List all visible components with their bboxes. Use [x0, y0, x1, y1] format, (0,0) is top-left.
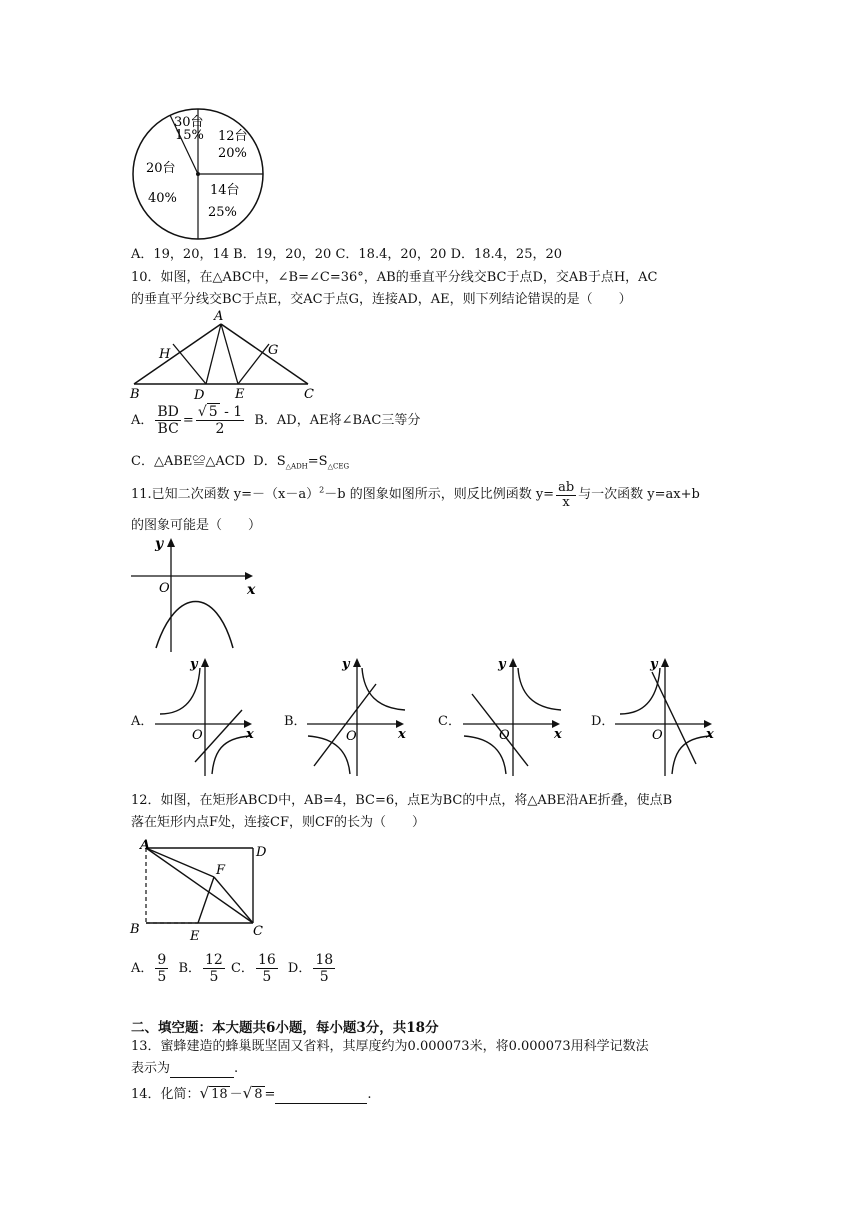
numerator-tail: - 1 — [219, 404, 243, 420]
q10-text-line1: 10．如图，在△ABC中，∠B=∠C=36°，AB的垂直平分线交BC于点D，交AB于点H，AC — [131, 270, 658, 285]
fraction-bd-bc — [155, 404, 181, 437]
pie-chart — [128, 108, 268, 248]
q11-option-d-letter: D． — [591, 714, 615, 729]
q9-options: A．19，20，14 B．19，20，20 C．18.4，20，20 D．18.4，25，20 — [131, 247, 563, 262]
q10-option-d: D．$S_{\triangle ADH}=S_{\triangle CEG}$ — [253, 454, 350, 471]
pie-pct-14: 25% — [208, 205, 237, 220]
q11-option-d-graph — [610, 654, 720, 779]
label-B: B — [130, 387, 140, 402]
label-G: G — [268, 343, 279, 358]
pie-label-20: 20台 — [146, 161, 176, 176]
q11-text-line1: 11.已知二次函数 $y=-(x-a)^2-b$ 的图象如图所示，则反比例函数 y= $\frac{ab}{x}$ 与一次函数 y=ax+b — [131, 480, 700, 510]
svg-text:E: E — [190, 929, 200, 944]
q10-option-a-b — [131, 404, 420, 437]
q12-text-line1: 12．如图，在矩形ABCD中，AB=4，BC=6，点E为BC的中点，将△ABE沿AE折叠，使点B — [131, 793, 673, 808]
q11-option-b-letter: B． — [284, 714, 307, 729]
q13-answer-blank[interactable] — [170, 1063, 234, 1078]
q10-option-a-letter: A． — [131, 413, 154, 428]
q13-text-line2: 表示为 . — [131, 1061, 239, 1076]
pie-pct-12: 20% — [218, 146, 247, 161]
pie-label-14: 14台 — [210, 183, 240, 198]
svg-text:y: y — [190, 657, 198, 672]
radicand: 5 — [208, 404, 218, 420]
svg-text:O: O — [346, 729, 357, 744]
fraction-den: 2 — [215, 421, 225, 437]
pie-label-30: 30台 — [174, 115, 204, 130]
label-D: D — [194, 388, 205, 403]
svg-text:y: y — [498, 657, 506, 672]
q12-text-line2: 落在矩形内点F处，连接CF，则CF的长为（ ） — [131, 815, 425, 830]
q14-text: 14．化简：√ 18 －√ 8 = . — [131, 1084, 372, 1102]
svg-text:O: O — [652, 728, 663, 743]
svg-text:D: D — [256, 845, 267, 860]
q10-text-line2: 的垂直平分线交BC于点E，交AC于点G，连接AD，AE，则下列结论错误的是（ ） — [131, 292, 632, 307]
q11-option-b-graph — [302, 654, 412, 779]
svg-text:O: O — [499, 728, 510, 743]
svg-text:x: x — [554, 727, 562, 742]
sqrt-icon: √ — [199, 1084, 210, 1102]
q11-option-c-graph — [458, 654, 568, 779]
q11-text-line2: 的图象可能是（ ） — [131, 518, 262, 533]
svg-text:y: y — [342, 657, 350, 672]
svg-text:B: B — [130, 922, 140, 937]
q10-option-b: B．AD，AE将∠BAC三等分 — [254, 413, 421, 428]
pie-pct-30: 15% — [175, 128, 204, 143]
svg-text:y: y — [650, 657, 658, 672]
pie-pct-20: 40% — [148, 191, 177, 206]
svg-text:y: y — [155, 536, 164, 552]
fraction-num: BD — [157, 404, 179, 420]
q11-option-a-letter: A． — [131, 714, 154, 729]
sqrt-icon: √ — [197, 404, 207, 420]
sqrt-icon: √ — [242, 1084, 253, 1102]
svg-text:x: x — [398, 727, 406, 742]
section-title: 二、填空题：本大题共6小题，每小题3分，共18分 — [131, 1020, 439, 1036]
q11-option-c-letter: C． — [438, 714, 461, 729]
svg-text:C: C — [253, 924, 263, 939]
svg-text:A: A — [140, 838, 151, 853]
q13-text-line1: 13．蜜蜂建造的蜂巢既坚固又省料，其厚度约为0.000073米，将0.000073用科学记数法 — [131, 1039, 649, 1054]
q10-triangle-figure — [128, 308, 328, 403]
svg-text:F: F — [216, 863, 226, 878]
svg-text:x: x — [247, 582, 256, 598]
q14-answer-blank[interactable] — [275, 1089, 367, 1104]
label-H: H — [159, 347, 171, 362]
svg-text:O: O — [159, 581, 170, 596]
label-A: A — [214, 309, 224, 324]
svg-text:x: x — [246, 727, 254, 742]
q11-option-a-graph — [150, 654, 260, 779]
q12-options: A． $\frac{9}{5}$ B． $\frac{12}{5}$ C． $\frac{16}{5}$ D． $\frac{18}{5}$ — [131, 952, 334, 985]
label-E: E — [235, 387, 245, 402]
parabola-graph — [131, 536, 266, 654]
label-C: C — [304, 387, 314, 402]
fraction-root5 — [196, 404, 244, 437]
equals-sign: = — [182, 413, 194, 428]
svg-text:O: O — [192, 728, 203, 743]
q12-rectangle-figure — [128, 836, 278, 946]
svg-text:x: x — [706, 727, 714, 742]
q10-option-c-d — [131, 450, 349, 471]
pie-label-12: 12台 — [218, 129, 248, 144]
fraction-den: BC — [157, 421, 179, 437]
q10-option-c: C．△ABE≌△ACD — [131, 454, 246, 469]
